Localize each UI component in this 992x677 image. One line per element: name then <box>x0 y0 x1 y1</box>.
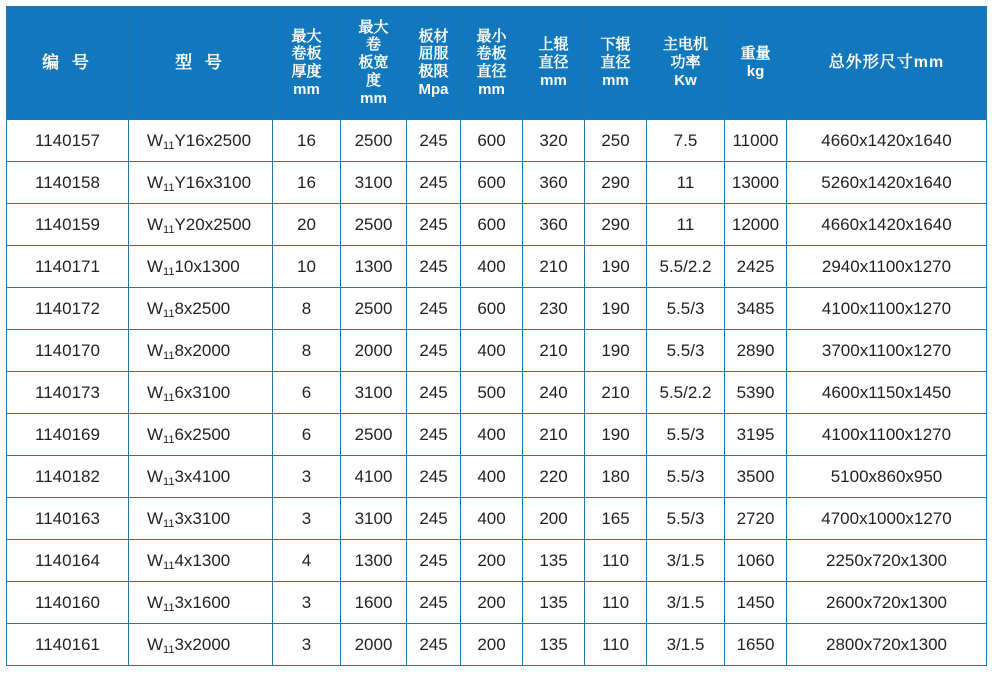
cell-overall-size: 2940x1100x1270 <box>787 246 987 288</box>
cell-weight: 2425 <box>725 246 787 288</box>
cell-yield-limit: 245 <box>407 162 461 204</box>
header-line: 重量 <box>740 45 771 63</box>
cell-upper-roll: 320 <box>523 120 585 162</box>
cell-overall-size: 4100x1100x1270 <box>787 414 987 456</box>
cell-code: 1140157 <box>7 120 129 162</box>
model-suffix: 6x3100 <box>174 382 231 402</box>
cell-upper-roll: 220 <box>523 456 585 498</box>
cell-upper-roll: 240 <box>523 372 585 414</box>
cell-min-diameter: 500 <box>461 372 523 414</box>
model-subscript: 11 <box>163 307 175 320</box>
model-prefix: W <box>147 130 164 150</box>
model-subscript: 11 <box>163 475 175 488</box>
cell-code: 1140160 <box>7 582 129 624</box>
model-suffix: 3x2000 <box>174 634 231 654</box>
cell-max-width: 3100 <box>341 372 407 414</box>
table-row <box>7 582 987 624</box>
column-header-max_thickness <box>273 7 341 120</box>
cell-yield-limit: 245 <box>407 204 461 246</box>
cell-max-width: 2500 <box>341 120 407 162</box>
cell-upper-roll: 210 <box>523 414 585 456</box>
cell-upper-roll: 135 <box>523 582 585 624</box>
table-row <box>7 498 987 540</box>
table-row <box>7 624 987 666</box>
header-line: 编 号 <box>42 52 93 72</box>
model-prefix: W <box>147 550 164 570</box>
column-header-motor_power <box>647 7 725 120</box>
cell-max-thickness: 3 <box>273 498 341 540</box>
column-header-lower_roll <box>585 7 647 120</box>
header-line: 功率 <box>670 54 701 72</box>
cell-min-diameter: 200 <box>461 582 523 624</box>
header-line: 最大 <box>291 27 322 45</box>
model-suffix: 3x4100 <box>174 466 231 486</box>
cell-yield-limit: 245 <box>407 540 461 582</box>
model-prefix: W <box>147 634 164 654</box>
model-suffix: Y16x3100 <box>174 172 252 192</box>
cell-model <box>129 624 273 666</box>
cell-upper-roll: 230 <box>523 288 585 330</box>
model-subscript: 11 <box>163 433 175 446</box>
cell-max-width: 4100 <box>341 456 407 498</box>
cell-weight: 5390 <box>725 372 787 414</box>
cell-upper-roll: 210 <box>523 330 585 372</box>
cell-model <box>129 456 273 498</box>
cell-motor-power: 5.5/2.2 <box>647 372 725 414</box>
cell-max-width: 2500 <box>341 414 407 456</box>
table-row <box>7 372 987 414</box>
cell-overall-size: 2600x720x1300 <box>787 582 987 624</box>
header-line: Mpa <box>418 80 449 98</box>
cell-max-thickness: 6 <box>273 414 341 456</box>
table-row <box>7 330 987 372</box>
header-line: 屈服 <box>418 45 449 63</box>
cell-yield-limit: 245 <box>407 330 461 372</box>
cell-motor-power: 11 <box>647 204 725 246</box>
model-suffix: 8x2500 <box>174 298 231 318</box>
cell-motor-power: 5.5/2.2 <box>647 246 725 288</box>
cell-max-thickness: 3 <box>273 624 341 666</box>
cell-weight: 3500 <box>725 456 787 498</box>
cell-lower-roll: 290 <box>585 204 647 246</box>
cell-lower-roll: 180 <box>585 456 647 498</box>
table-row <box>7 204 987 246</box>
cell-code: 1140172 <box>7 288 129 330</box>
cell-motor-power: 5.5/3 <box>647 456 725 498</box>
column-header-upper_roll <box>523 7 585 120</box>
table-header <box>7 7 987 120</box>
cell-weight: 3485 <box>725 288 787 330</box>
cell-min-diameter: 200 <box>461 624 523 666</box>
cell-max-thickness: 8 <box>273 330 341 372</box>
cell-max-thickness: 16 <box>273 162 341 204</box>
cell-max-thickness: 10 <box>273 246 341 288</box>
cell-model <box>129 414 273 456</box>
cell-model <box>129 204 273 246</box>
cell-yield-limit: 245 <box>407 372 461 414</box>
header-line: mm <box>360 89 387 107</box>
cell-model <box>129 540 273 582</box>
cell-lower-roll: 190 <box>585 330 647 372</box>
column-header-code <box>7 7 129 120</box>
header-line: 板宽 <box>358 54 389 72</box>
cell-max-width: 1300 <box>341 246 407 288</box>
header-line: 直径 <box>600 54 631 72</box>
model-suffix: 10x1300 <box>174 256 240 276</box>
cell-overall-size: 3700x1100x1270 <box>787 330 987 372</box>
cell-weight: 3195 <box>725 414 787 456</box>
cell-min-diameter: 600 <box>461 204 523 246</box>
cell-max-thickness: 3 <box>273 456 341 498</box>
header-line: 最大 <box>358 18 389 36</box>
cell-lower-roll: 190 <box>585 246 647 288</box>
header-line: 卷板 <box>291 45 322 63</box>
header-line: 板材 <box>418 27 449 45</box>
cell-min-diameter: 600 <box>461 120 523 162</box>
column-header-overall_size <box>787 7 987 120</box>
cell-min-diameter: 600 <box>461 162 523 204</box>
cell-upper-roll: 135 <box>523 624 585 666</box>
cell-max-thickness: 8 <box>273 288 341 330</box>
cell-overall-size: 4700x1000x1270 <box>787 498 987 540</box>
cell-code: 1140171 <box>7 246 129 288</box>
header-line: Kw <box>674 71 697 89</box>
cell-code: 1140164 <box>7 540 129 582</box>
header-line: 主电机 <box>662 36 708 54</box>
model-prefix: W <box>147 172 164 192</box>
cell-weight: 1060 <box>725 540 787 582</box>
table-row <box>7 288 987 330</box>
model-prefix: W <box>147 298 164 318</box>
specification-table <box>6 6 987 666</box>
cell-motor-power: 7.5 <box>647 120 725 162</box>
cell-motor-power: 3/1.5 <box>647 540 725 582</box>
cell-lower-roll: 190 <box>585 288 647 330</box>
cell-min-diameter: 400 <box>461 498 523 540</box>
cell-motor-power: 3/1.5 <box>647 582 725 624</box>
cell-model <box>129 246 273 288</box>
cell-max-width: 2500 <box>341 204 407 246</box>
cell-code: 1140170 <box>7 330 129 372</box>
model-suffix: 3x1600 <box>174 592 231 612</box>
cell-lower-roll: 110 <box>585 540 647 582</box>
header-line: 直径 <box>476 63 507 80</box>
cell-yield-limit: 245 <box>407 624 461 666</box>
header-line: 型 号 <box>175 52 226 72</box>
table-body <box>7 120 987 666</box>
cell-model <box>129 162 273 204</box>
cell-max-width: 1300 <box>341 540 407 582</box>
cell-overall-size: 4600x1150x1450 <box>787 372 987 414</box>
cell-motor-power: 5.5/3 <box>647 288 725 330</box>
cell-code: 1140158 <box>7 162 129 204</box>
table-row <box>7 246 987 288</box>
header-line: kg <box>746 63 765 80</box>
cell-min-diameter: 400 <box>461 246 523 288</box>
cell-overall-size: 5260x1420x1640 <box>787 162 987 204</box>
model-subscript: 11 <box>163 601 175 614</box>
cell-max-thickness: 16 <box>273 120 341 162</box>
model-suffix: Y16x2500 <box>174 130 252 150</box>
model-prefix: W <box>147 214 164 234</box>
cell-upper-roll: 360 <box>523 204 585 246</box>
table-row <box>7 540 987 582</box>
cell-lower-roll: 210 <box>585 372 647 414</box>
header-line: 卷 <box>365 36 381 54</box>
cell-yield-limit: 245 <box>407 414 461 456</box>
model-prefix: W <box>147 508 164 528</box>
cell-max-width: 2000 <box>341 330 407 372</box>
column-header-model <box>129 7 273 120</box>
table-row <box>7 120 987 162</box>
cell-yield-limit: 245 <box>407 120 461 162</box>
cell-yield-limit: 245 <box>407 246 461 288</box>
model-subscript: 11 <box>163 391 175 404</box>
cell-max-thickness: 20 <box>273 204 341 246</box>
model-subscript: 11 <box>163 559 175 572</box>
cell-min-diameter: 200 <box>461 540 523 582</box>
cell-yield-limit: 245 <box>407 582 461 624</box>
model-prefix: W <box>147 256 164 276</box>
cell-model <box>129 288 273 330</box>
cell-model <box>129 372 273 414</box>
cell-code: 1140161 <box>7 624 129 666</box>
model-suffix: 8x2000 <box>174 340 231 360</box>
cell-weight: 12000 <box>725 204 787 246</box>
column-header-yield_limit <box>407 7 461 120</box>
header-line: 直径 <box>538 54 569 72</box>
cell-upper-roll: 200 <box>523 498 585 540</box>
cell-code: 1140173 <box>7 372 129 414</box>
cell-min-diameter: 400 <box>461 330 523 372</box>
model-suffix: 3x3100 <box>174 508 231 528</box>
cell-max-width: 3100 <box>341 162 407 204</box>
cell-max-thickness: 3 <box>273 582 341 624</box>
model-prefix: W <box>147 382 164 402</box>
cell-max-width: 1600 <box>341 582 407 624</box>
cell-upper-roll: 210 <box>523 246 585 288</box>
header-line: mm <box>478 80 505 98</box>
header-line: 厚度 <box>291 63 322 80</box>
header-line: 总外形尺寸mm <box>828 53 945 71</box>
cell-lower-roll: 165 <box>585 498 647 540</box>
column-header-weight <box>725 7 787 120</box>
cell-yield-limit: 245 <box>407 288 461 330</box>
cell-upper-roll: 135 <box>523 540 585 582</box>
cell-yield-limit: 245 <box>407 456 461 498</box>
cell-lower-roll: 190 <box>585 414 647 456</box>
cell-max-thickness: 6 <box>273 372 341 414</box>
cell-model <box>129 498 273 540</box>
model-subscript: 11 <box>163 139 175 152</box>
cell-motor-power: 3/1.5 <box>647 624 725 666</box>
header-row <box>7 7 987 120</box>
model-subscript: 11 <box>163 517 175 530</box>
header-line: 卷板 <box>476 45 507 63</box>
cell-max-width: 2500 <box>341 288 407 330</box>
cell-overall-size: 2250x720x1300 <box>787 540 987 582</box>
header-line: 度 <box>365 71 381 89</box>
cell-lower-roll: 290 <box>585 162 647 204</box>
model-subscript: 11 <box>163 223 175 236</box>
cell-weight: 2720 <box>725 498 787 540</box>
header-line: mm <box>540 71 567 89</box>
cell-weight: 1650 <box>725 624 787 666</box>
cell-yield-limit: 245 <box>407 498 461 540</box>
cell-overall-size: 5100x860x950 <box>787 456 987 498</box>
column-header-max_width <box>341 7 407 120</box>
column-header-min_diameter <box>461 7 523 120</box>
model-subscript: 11 <box>163 349 175 362</box>
cell-upper-roll: 360 <box>523 162 585 204</box>
model-prefix: W <box>147 592 164 612</box>
cell-model <box>129 330 273 372</box>
cell-overall-size: 4660x1420x1640 <box>787 204 987 246</box>
cell-weight: 2890 <box>725 330 787 372</box>
cell-motor-power: 5.5/3 <box>647 330 725 372</box>
model-subscript: 11 <box>163 643 175 656</box>
model-prefix: W <box>147 340 164 360</box>
model-prefix: W <box>147 466 164 486</box>
cell-motor-power: 11 <box>647 162 725 204</box>
cell-min-diameter: 400 <box>461 456 523 498</box>
cell-model <box>129 582 273 624</box>
cell-code: 1140182 <box>7 456 129 498</box>
header-line: mm <box>293 80 320 98</box>
cell-motor-power: 5.5/3 <box>647 414 725 456</box>
table-row <box>7 456 987 498</box>
cell-lower-roll: 250 <box>585 120 647 162</box>
cell-max-width: 2000 <box>341 624 407 666</box>
model-prefix: W <box>147 424 164 444</box>
cell-code: 1140159 <box>7 204 129 246</box>
table-row <box>7 414 987 456</box>
cell-code: 1140163 <box>7 498 129 540</box>
cell-overall-size: 4100x1100x1270 <box>787 288 987 330</box>
cell-min-diameter: 600 <box>461 288 523 330</box>
model-suffix: 6x2500 <box>174 424 231 444</box>
cell-weight: 13000 <box>725 162 787 204</box>
header-line: 上辊 <box>538 36 569 54</box>
cell-lower-roll: 110 <box>585 624 647 666</box>
cell-max-width: 3100 <box>341 498 407 540</box>
cell-min-diameter: 400 <box>461 414 523 456</box>
cell-code: 1140169 <box>7 414 129 456</box>
cell-max-thickness: 4 <box>273 540 341 582</box>
model-subscript: 11 <box>163 181 175 194</box>
model-suffix: 4x1300 <box>174 550 231 570</box>
cell-motor-power: 5.5/3 <box>647 498 725 540</box>
cell-overall-size: 4660x1420x1640 <box>787 120 987 162</box>
header-line: 极限 <box>418 63 449 80</box>
cell-overall-size: 2800x720x1300 <box>787 624 987 666</box>
cell-weight: 1450 <box>725 582 787 624</box>
header-line: 最小 <box>476 27 507 45</box>
model-suffix: Y20x2500 <box>174 214 252 234</box>
cell-lower-roll: 110 <box>585 582 647 624</box>
cell-weight: 11000 <box>725 120 787 162</box>
model-subscript: 11 <box>163 265 175 278</box>
header-line: 下辊 <box>600 36 631 54</box>
header-line: mm <box>602 71 629 89</box>
table-row <box>7 162 987 204</box>
cell-model <box>129 120 273 162</box>
